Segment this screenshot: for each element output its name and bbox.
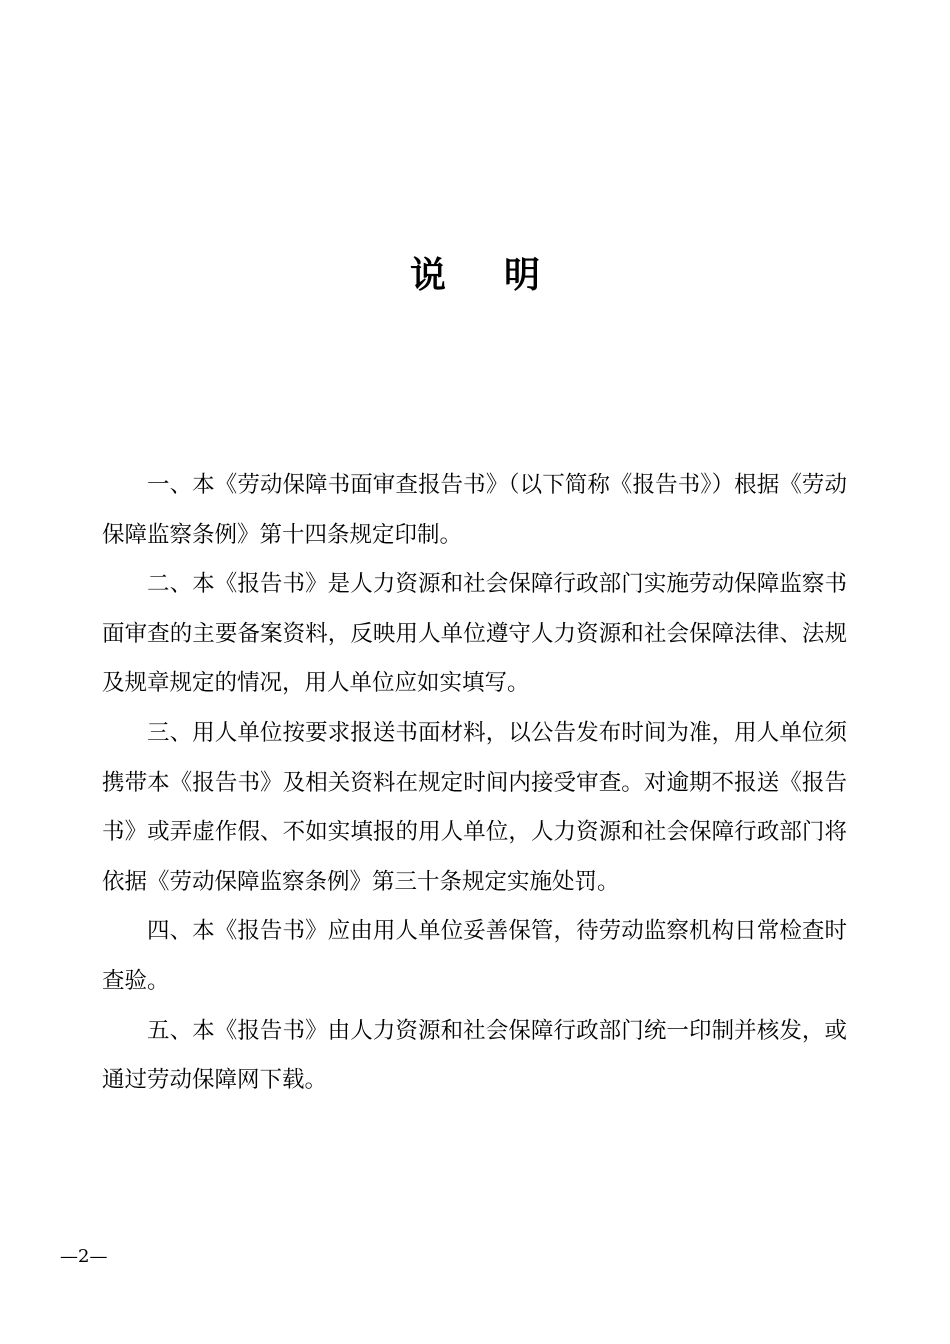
- paragraph-5: 五、本《报告书》由人力资源和社会保障行政部门统一印制并核发，或通过劳动保障网下载。: [102, 1017, 847, 1094]
- document-body: [102, 461, 847, 1106]
- page-title: 说明: [409, 255, 598, 296]
- paragraph-2: 二、本《报告书》是人力资源和社会保障行政部门实施劳动保障监察书面审查的主要备案资料，反映用人单位遵守人力资源和社会保障法律、法规及规章规定的情况，用人单位应如实填写。: [102, 571, 847, 697]
- page-number: —2—: [60, 1246, 108, 1267]
- paragraph-4: 四、本《报告书》应由用人单位妥善保管，待劳动监察机构日常检查时查验。: [102, 918, 847, 994]
- paragraph-3: 三、用人单位按要求报送书面材料，以公告发布时间为准，用人单位须携带本《报告书》及相关资料在规定时间内接受审查。对逾期不报送《报告书》或弄虚作假、不如实填报的用人单位，人力资源和社会保障行政部门将依据《劳动保障监察条例》第三十条规定实施处罚。: [102, 719, 847, 895]
- paragraph-1: 一、本《劳动保障书面审查报告书》（以下简称《报告书》）根据《劳动保障监察条例》第十四条规定印制。: [102, 472, 847, 548]
